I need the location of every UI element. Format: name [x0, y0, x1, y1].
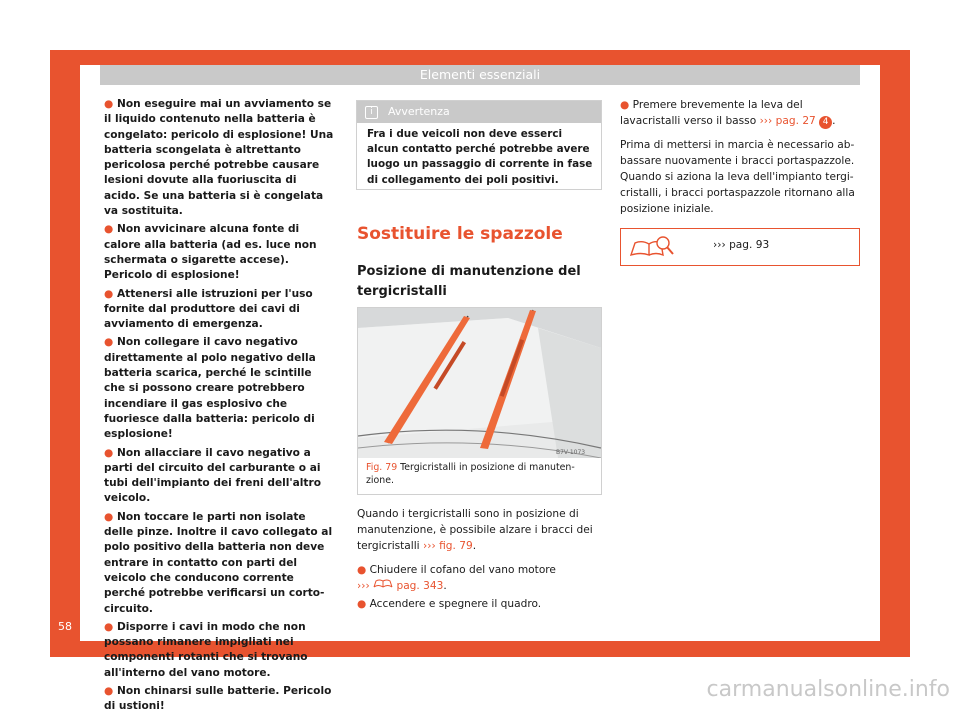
- watermark: carmanualsonline.info: [706, 677, 950, 702]
- step-number: 4: [819, 116, 832, 129]
- warning-box: [356, 100, 602, 190]
- list-item: ● Attenersi alle istruzioni per l'uso fornite dal produttore dei cavi di avviamento di emergenza.: [104, 287, 313, 331]
- book-magnifier-icon: [629, 235, 675, 259]
- figure-caption: Fig. 79 Tergicristalli in posizione di manutenzione.: [366, 462, 575, 486]
- list-item: ● Non toccare le parti non isolate delle pinze. Inoltre il cavo collegato al polo positivo della batteria non deve entrare in contatto con parti del veicolo che conducono corrente perché potrebbe verificarsi un cortocircuito.: [104, 510, 333, 615]
- figure-label: Fig. 79: [366, 462, 398, 473]
- figure-link[interactable]: ››› fig. 79: [423, 540, 473, 552]
- section-title: Sostituire le spazzole: [357, 224, 563, 244]
- figure-79: [357, 307, 602, 495]
- page-number: 58: [58, 620, 72, 633]
- list-item: ● Non chinarsi sulle batterie. Pericolo di ustioni!: [104, 684, 332, 713]
- list-item: ● Disporre i cavi in modo che non possano rimanere impigliati nei componenti rotanti che si trovano all'interno del vano motore.: [104, 620, 308, 679]
- list-item: ● Chiudere il cofano del vano motore ››› pag. 343.: [357, 564, 556, 592]
- warning-title: Avvertenza: [388, 105, 450, 118]
- reference-box: [620, 228, 860, 266]
- page-header: Elementi essenziali: [100, 65, 860, 85]
- page-link[interactable]: ››› pag. 93: [713, 239, 770, 251]
- book-icon: [373, 578, 393, 589]
- wiper-illustration: [358, 308, 601, 458]
- info-icon: i: [365, 106, 378, 119]
- paragraph: Quando i tergicristalli sono in posizione di manutenzione, è possibile alzare i bracci dei tergicristalli ››› fig. 79.: [357, 508, 593, 552]
- column-3-text: [620, 97, 860, 225]
- list-item: ● Premere brevemente la leva del lavacristalli verso il basso ››› pag. 27 4 .: [620, 99, 836, 127]
- list-item: ● Accendere e spegnere il quadro.: [357, 598, 542, 610]
- list-item: ● Non eseguire mai un avviamento se il liquido contenuto nella batteria è congelato: pericolo di esplosione! Una batteria scongelata è altrettanto pericolosa perché potrebbe causare lesioni dovute alla fuoriuscita di acido. Se una batteria si è congelata va sostituita.: [104, 98, 334, 218]
- paragraph: Prima di mettersi in marcia è necessario abbassare nuovamente i bracci portaspazzole. Quando si aziona la leva dell'impianto tergicristalli, i bracci portaspazzole ritornano alla posizione iniziale.: [620, 139, 855, 215]
- subsection-title: Posizione di manutenzione del tergicristalli: [357, 262, 601, 309]
- figure-code: B7V-1073: [556, 449, 586, 456]
- column-2-text: [357, 506, 601, 620]
- warning-header: [357, 101, 601, 123]
- list-item: ● Non avvicinare alcuna fonte di calore alla batteria (ad es. luce non schermata o sigarette accese). Pericolo di esplosione!: [104, 223, 317, 282]
- warning-text: Fra i due veicoli non deve esserci alcun contatto perché potrebbe avere luogo un passaggio di corrente in fase di collegamento dei poli positivi.: [367, 128, 593, 186]
- page-link[interactable]: pag. 343: [396, 580, 444, 592]
- list-item: ● Non collegare il cavo negativo direttamente al polo negativo della batteria scarica, perché le scintille che si possono creare potrebbero incendiare il gas esplosivo che fuoriesce dalla batteria: pericolo di esplosione!: [104, 336, 316, 441]
- warning-list: [104, 97, 336, 718]
- list-item: ● Non allacciare il cavo negativo a parti del circuito del carburante o ai tubi dell'impianto dei freni dell'altro veicolo.: [104, 446, 321, 505]
- page-link[interactable]: ››› pag. 27: [759, 115, 816, 127]
